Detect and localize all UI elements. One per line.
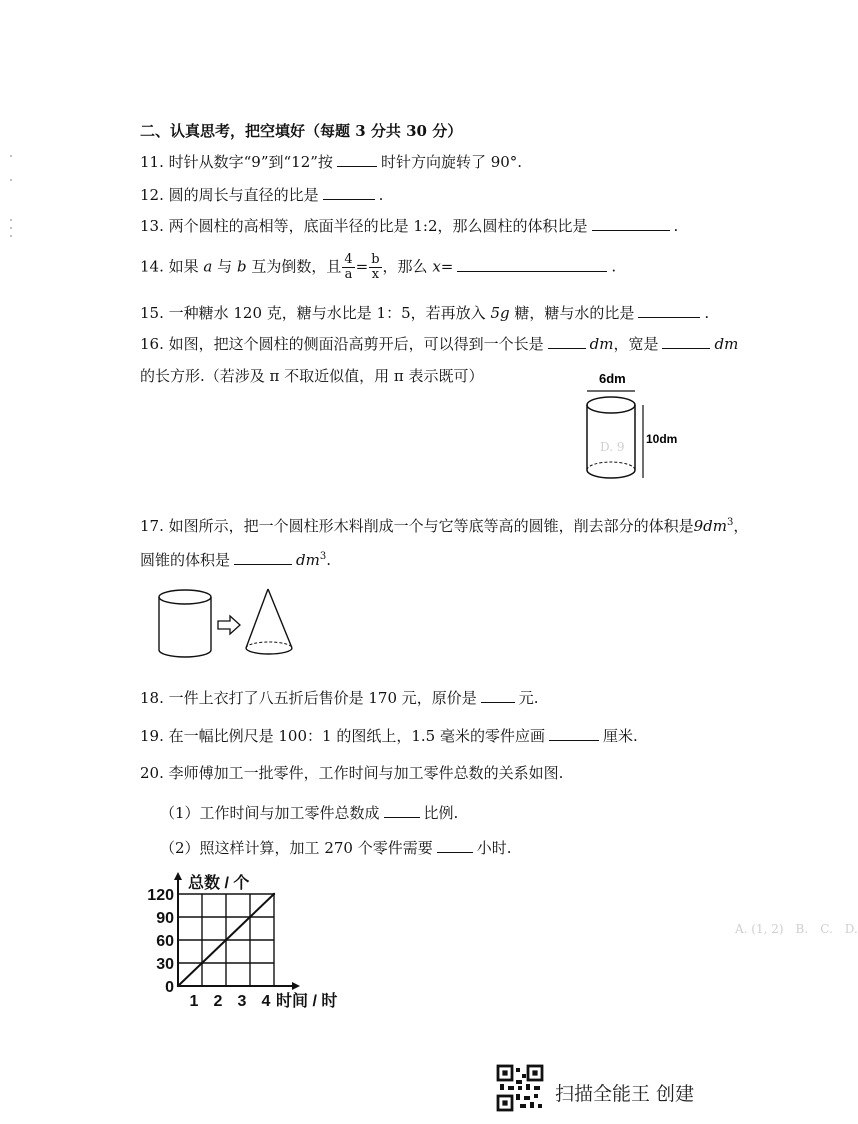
q17-exponent: 3: [727, 517, 734, 528]
cylinder-height-label: 10dm: [646, 432, 678, 446]
wood-cylinder-top: [159, 590, 211, 604]
cone-side-right: [268, 589, 292, 648]
y-axis-title: 总数 / 个: [188, 875, 250, 892]
question-20-1: [160, 801, 458, 823]
question-20: 20. 李师傅加工一批零件，工作时间与加工零件总数的关系如图.: [140, 764, 564, 782]
x-tick-label: 4: [261, 993, 271, 1010]
data-point: [201, 962, 203, 964]
q16-text: ，宽是: [613, 335, 659, 353]
cylinder-to-cone-figure: [152, 585, 302, 665]
bleed-through-text: A. (1, 2) B. C. D.: [735, 922, 858, 936]
binding-margin-marks: [8, 150, 14, 270]
q20-2-text: （2）照这样计算，加工 270 个零件需要: [160, 839, 433, 857]
q20-1-blank[interactable]: [384, 801, 420, 818]
q17-blank[interactable]: [234, 548, 292, 565]
y-axis-arrow-icon: [174, 872, 182, 880]
q17-text: 圆锥的体积是: [140, 551, 231, 569]
x-tick-label: 1: [189, 993, 199, 1010]
q15-text: 15. 一种糖水 120 克，糖与水比是 1：5，若再放入: [140, 304, 486, 322]
work-time-chart: [138, 868, 368, 1013]
equals-sign: =: [440, 257, 454, 276]
y-tick-label: 90: [156, 910, 174, 927]
q16-unit: dm: [589, 335, 614, 353]
q16-text: 16. 如图，把这个圆柱的侧面沿高剪开后，可以得到一个长是: [140, 335, 544, 353]
right-arrow-icon: [218, 616, 240, 634]
q20-1-text-end: 比例.: [423, 804, 459, 822]
q15-mass: 5g: [490, 304, 510, 322]
q14-var-b: b: [236, 257, 247, 276]
equals-sign: =: [355, 257, 369, 276]
q16-blank-width[interactable]: [662, 332, 710, 349]
q17-unit-exponent: 3: [319, 551, 327, 562]
x-tick-label: 3: [237, 993, 247, 1010]
q17-text: ，: [733, 517, 749, 535]
question-14: [140, 253, 616, 282]
q18-blank[interactable]: [481, 686, 515, 703]
y-tick-label: 0: [165, 979, 174, 996]
question-13: [140, 214, 678, 236]
bleed-through-text: D. 9: [600, 440, 625, 454]
q20-2-blank[interactable]: [437, 836, 473, 853]
fraction-b-over-x: [369, 253, 381, 282]
q12-text-end: .: [378, 186, 384, 204]
q14-blank[interactable]: [457, 255, 607, 272]
question-19: [140, 724, 638, 746]
qr-code-icon: [496, 1064, 544, 1112]
q17-unit: dm: [296, 551, 320, 569]
q11-blank[interactable]: [337, 150, 377, 167]
cylinder-bottom-hidden: [587, 462, 635, 470]
fraction-denominator: a: [344, 267, 353, 282]
fraction-4-over-a: [342, 253, 354, 282]
q19-text: 19. 在一幅比例尺是 100：1 的图纸上，1.5 毫米的零件应画: [140, 727, 545, 745]
q18-text: 18. 一件上衣打了八五折后售价是 170 元，原价是: [140, 689, 477, 707]
cone-base: [246, 648, 292, 654]
q20-1-text: （1）工作时间与加工零件总数成: [160, 804, 380, 822]
q11-text-end: 时针方向旋转了 90°.: [380, 153, 523, 171]
q19-blank[interactable]: [549, 724, 599, 741]
section-title: 二、认真思考，把空填好（每题 3 分共 30 分）: [140, 122, 463, 140]
wood-cylinder-bottom: [159, 650, 211, 657]
q16-blank-length[interactable]: [548, 332, 586, 349]
question-11: [140, 150, 522, 172]
cylinder-top: [587, 397, 635, 413]
fraction-numerator: 4: [344, 252, 353, 267]
q14-text: ，那么: [382, 257, 428, 276]
q17-text: 17. 如图所示，把一个圆柱形木料削成一个与它等底等高的圆锥，削去部分的体积是: [140, 517, 694, 535]
question-12: [140, 183, 383, 205]
q15-text-end: .: [704, 304, 710, 322]
cylinder-diameter-label: 6dm: [599, 371, 626, 386]
scanner-watermark: 扫描全能王 创建: [555, 1083, 695, 1105]
x-axis-title: 时间 / 时: [276, 993, 338, 1010]
q14-var-x: x: [432, 257, 441, 276]
data-point: [249, 916, 251, 918]
q14-text: 与: [217, 257, 233, 276]
fraction-denominator: x: [371, 267, 380, 282]
question-15: [140, 301, 709, 323]
q14-text-end: .: [611, 257, 617, 276]
y-tick-label: 30: [156, 956, 174, 973]
q18-text-end: 元.: [518, 689, 539, 707]
x-tick-label: 2: [213, 993, 223, 1010]
q13-text-end: .: [673, 217, 679, 235]
q14-text: 互为倒数，且: [251, 257, 342, 276]
q17-text-end: .: [326, 551, 331, 569]
q12-blank[interactable]: [323, 183, 375, 200]
q11-text: 11. 时针从数字“9”到“12”按: [140, 153, 333, 171]
y-tick-label: 120: [147, 887, 174, 904]
fraction-numerator: b: [371, 252, 380, 267]
question-20-2: [160, 836, 512, 858]
q14-text: 14. 如果: [140, 257, 199, 276]
data-point: [273, 893, 275, 895]
q14-var-a: a: [203, 257, 213, 276]
data-point: [225, 939, 227, 941]
y-tick-label: 60: [156, 933, 174, 950]
q20-2-text-end: 小时.: [476, 839, 512, 857]
q13-blank[interactable]: [592, 214, 670, 231]
q19-text-end: 厘米.: [602, 727, 638, 745]
q13-text: 13. 两个圆柱的高相等，底面半径的比是 1:2，那么圆柱的体积比是: [140, 217, 588, 235]
cylinder-figure: [575, 368, 678, 493]
question-16: [140, 332, 738, 354]
cone-side-left: [246, 589, 268, 648]
cone-base-hidden: [246, 642, 292, 648]
question-18: [140, 686, 539, 708]
cylinder-bottom: [587, 470, 635, 478]
q15-text: 糖，糖与水的比是: [514, 304, 635, 322]
question-17-line2: [140, 547, 331, 570]
question-16-line2: 的长方形.（若涉及 π 不取近似值，用 π 表示既可）: [140, 367, 484, 385]
q17-volume: 9dm: [693, 517, 728, 535]
data-point: [177, 985, 179, 987]
q16-unit: dm: [714, 335, 739, 353]
question-17: [140, 513, 748, 536]
q12-text: 12. 圆的周长与直径的比是: [140, 186, 319, 204]
q15-blank[interactable]: [638, 301, 700, 318]
x-axis-arrow-icon: [292, 982, 300, 990]
